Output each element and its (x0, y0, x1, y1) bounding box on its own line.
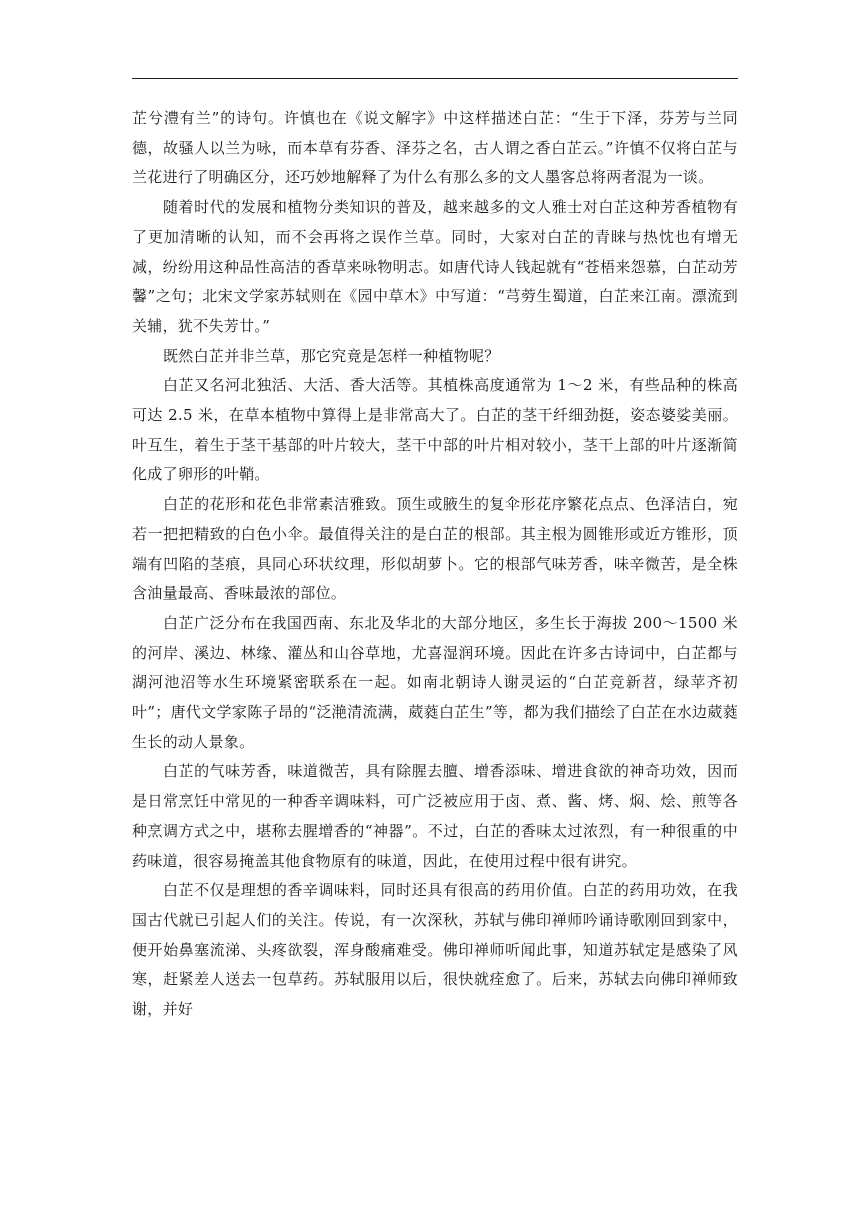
paragraph-5: 白芷的花形和花色非常素洁雅致。顶生或腋生的复伞形花序繁花点点、色泽洁白，宛若一把把精致的白色小伞。最值得关注的是白芷的根部。其主根为圆锥形或近方锥形，顶端有凹陷的茎痕，具同心环状纹理，形似胡萝卜。它的根部气味芳香，味辛微苦，是全株含油量最高、香味最浓的部位。 (132, 495, 738, 603)
paragraph-4: 白芷又名河北独活、大活、香大活等。其植株高度通常为 1～2 米，有些品种的株高可达 2.5 米，在草本植物中算得上是非常高大了。白芷的茎干纤细劲挺，姿态婆娑美丽。叶互生，着生于茎干基部的叶片较大，茎干中部的叶片相对较小，茎干上部的叶片逐渐简化成了卵形的叶鞘。 (132, 376, 738, 484)
paragraph-1: 芷兮澧有兰”的诗句。许慎也在《说文解字》中这样描述白芷：“生于下泽，芬芳与兰同德，故骚人以兰为咏，而本草有芬香、泽芬之名，古人谓之香白芷云。”许慎不仅将白芷与兰花进行了明确区分，还巧妙地解释了为什么有那么多的文人墨客总将两者混为一谈。 (132, 109, 738, 187)
paragraph-6: 白芷广泛分布在我国西南、东北及华北的大部分地区，多生长于海拔 200～1500 米的河岸、溪边、林缘、灌丛和山谷草地，尤喜湿润环境。因此在许多古诗词中，白芷都与湖河池沼等水生环境紧密联系在一起。如南北朝诗人谢灵运的“白芷竞新苕，绿苹齐初叶”；唐代文学家陈子昂的“泛滟清流满，葳蕤白芷生”等，都为我们描绘了白芷在水边葳蕤生长的动人景象。 (132, 613, 738, 751)
paragraph-2: 随着时代的发展和植物分类知识的普及，越来越多的文人雅士对白芷这种芳香植物有了更加清晰的认知，而不会再将之误作兰草。同时，大家对白芷的青睐与热忱也有增无减，纷纷用这种品性高洁的香草来咏物明志。如唐代诗人钱起就有“苍梧来怨慕，白芷动芳馨”之句；北宋文学家苏轼则在《园中草木》中写道：“芎䓖生蜀道，白芷来江南。漂流到关辅，犹不失芳廿。” (132, 198, 738, 335)
paragraph-3: 既然白芷并非兰草，那它究竟是怎样一种植物呢？ (163, 346, 500, 365)
paragraph-8: 白芷不仅是理想的香辛调味料，同时还具有很高的药用价值。白芷的药用功效，在我国古代就已引起人们的关注。传说，有一次深秋，苏轼与佛印禅师吟诵诗歌刚回到家中，便开始鼻塞流涕、头疼欲裂，浑身酸痛难受。佛印禅师听闻此事，知道苏轼定是感染了风寒，赶紧差人送去一包草药。苏轼服用以后，很快就痊愈了。后来，苏轼去向佛印禅师致谢，并好 (132, 881, 738, 1019)
header-rule (132, 78, 738, 79)
article-body (132, 104, 738, 1025)
paragraph-7: 白芷的气味芳香，味道微苦，具有除腥去膻、增香添味、增进食欲的神奇功效，因而是日常烹饪中常见的一种香辛调味料，可广泛被应用于卤、煮、酱、烤、焖、烩、煎等各种烹调方式之中，堪称去腥增香的“神器”。不过，白芷的香味太过浓烈，有一种很重的中药味道，很容易掩盖其他食物原有的味道，因此，在使用过程中很有讲究。 (132, 762, 738, 870)
